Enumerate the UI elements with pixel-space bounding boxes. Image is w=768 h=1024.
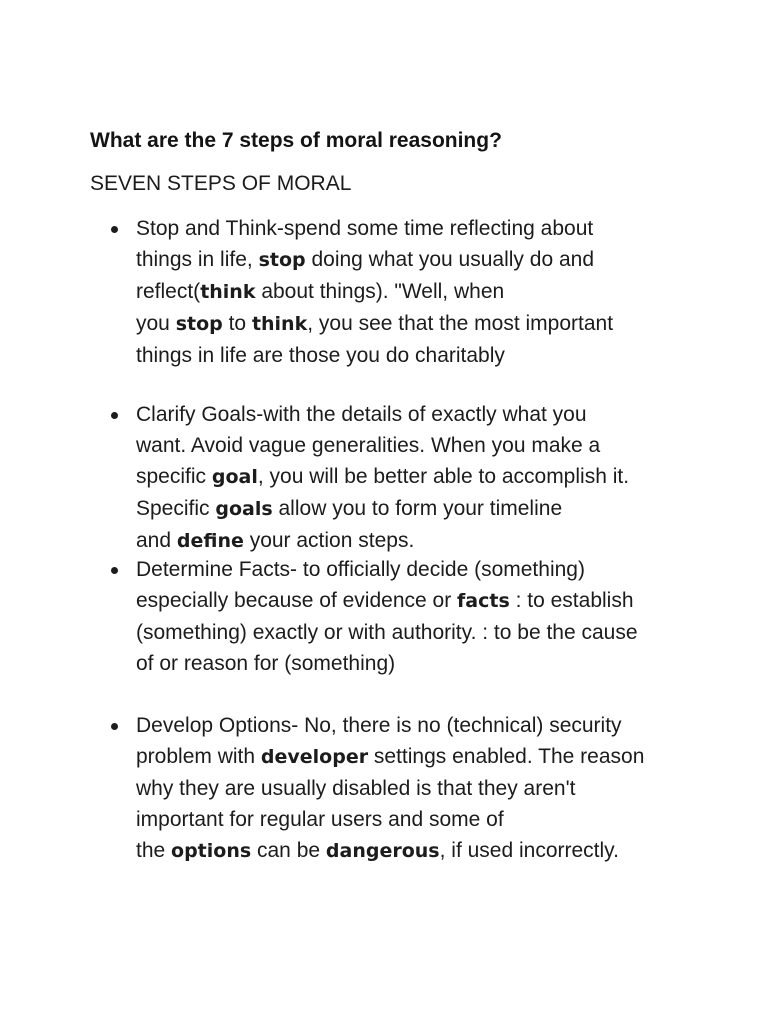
item-line bbox=[136, 493, 716, 525]
text-run: , you will be better able to accomplish it. bbox=[257, 465, 630, 488]
text-run: Specific bbox=[136, 497, 216, 520]
item-line bbox=[136, 430, 716, 461]
text-run: and bbox=[136, 529, 177, 552]
item-line bbox=[136, 554, 716, 585]
item-line bbox=[136, 244, 716, 276]
bold-term: facts bbox=[457, 590, 510, 612]
text-run: Develop Options- No, there is no (technical) security bbox=[136, 714, 622, 737]
text-run: especially because of evidence or bbox=[136, 589, 458, 612]
bold-term: developer bbox=[260, 746, 369, 768]
item-line bbox=[136, 741, 716, 773]
bold-term: stop bbox=[258, 249, 306, 271]
text-run: specific bbox=[136, 465, 212, 488]
text-run: your action steps. bbox=[243, 529, 415, 552]
item-line bbox=[136, 710, 716, 741]
text-run: , you see that the most important bbox=[307, 312, 614, 335]
text-run: things in life are those you do charitably bbox=[136, 344, 505, 367]
list-item bbox=[136, 399, 716, 557]
item-line bbox=[136, 617, 716, 648]
text-run: want. Avoid vague generalities. When you make a bbox=[136, 434, 601, 457]
text-run: : to establish bbox=[509, 589, 634, 612]
text-run: you bbox=[136, 312, 176, 335]
bullet-icon bbox=[111, 226, 118, 233]
text-run: of or reason for (something) bbox=[136, 652, 396, 675]
bold-term: options bbox=[171, 840, 252, 862]
text-run: important for regular users and some of bbox=[136, 808, 504, 831]
text-run: , if used incorrectly. bbox=[439, 839, 619, 862]
text-run: reflect( bbox=[136, 280, 201, 303]
item-line bbox=[136, 340, 716, 371]
bullet-icon bbox=[111, 567, 118, 574]
bold-term: goals bbox=[215, 498, 273, 520]
text-run: Determine Facts- to officially decide (something) bbox=[136, 558, 585, 581]
text-run: can be bbox=[251, 839, 326, 862]
list-item bbox=[136, 554, 716, 679]
list-item bbox=[136, 213, 716, 371]
item-line bbox=[136, 835, 716, 867]
item-line bbox=[136, 213, 716, 244]
text-run: why they are usually disabled is that they aren't bbox=[136, 777, 576, 800]
bold-term: dangerous bbox=[325, 840, 440, 862]
item-line bbox=[136, 461, 716, 493]
item-line bbox=[136, 804, 716, 835]
bold-term: think bbox=[251, 313, 308, 335]
bold-term: stop bbox=[175, 313, 223, 335]
bullet-icon bbox=[111, 412, 118, 419]
text-run: about things). "Well, when bbox=[255, 280, 505, 303]
text-run: Stop and Think-spend some time reflecting about bbox=[136, 217, 594, 240]
bold-term: think bbox=[200, 281, 256, 303]
item-line bbox=[136, 585, 716, 617]
text-run: to bbox=[222, 312, 252, 335]
text-run: problem with bbox=[136, 745, 261, 768]
item-line bbox=[136, 399, 716, 430]
item-line bbox=[136, 276, 716, 308]
item-line bbox=[136, 308, 716, 340]
list-item bbox=[136, 710, 716, 867]
item-line bbox=[136, 773, 716, 804]
text-run: things in life, bbox=[136, 248, 259, 271]
bold-term: define bbox=[176, 530, 244, 552]
text-run: allow you to form your timeline bbox=[272, 497, 563, 520]
text-run: (something) exactly or with authority. : to be the cause bbox=[136, 621, 638, 644]
item-line bbox=[136, 648, 716, 679]
bullet-icon bbox=[111, 723, 118, 730]
page-title: What are the 7 steps of moral reasoning? bbox=[90, 129, 502, 152]
text-run: the bbox=[136, 839, 172, 862]
text-run: doing what you usually do and bbox=[305, 248, 594, 271]
item-line bbox=[136, 525, 716, 557]
section-subheading: SEVEN STEPS OF MORAL bbox=[90, 172, 352, 195]
text-run: settings enabled. The reason bbox=[368, 745, 645, 768]
text-run: Clarify Goals-with the details of exactly what you bbox=[136, 403, 587, 426]
bold-term: goal bbox=[211, 466, 258, 488]
